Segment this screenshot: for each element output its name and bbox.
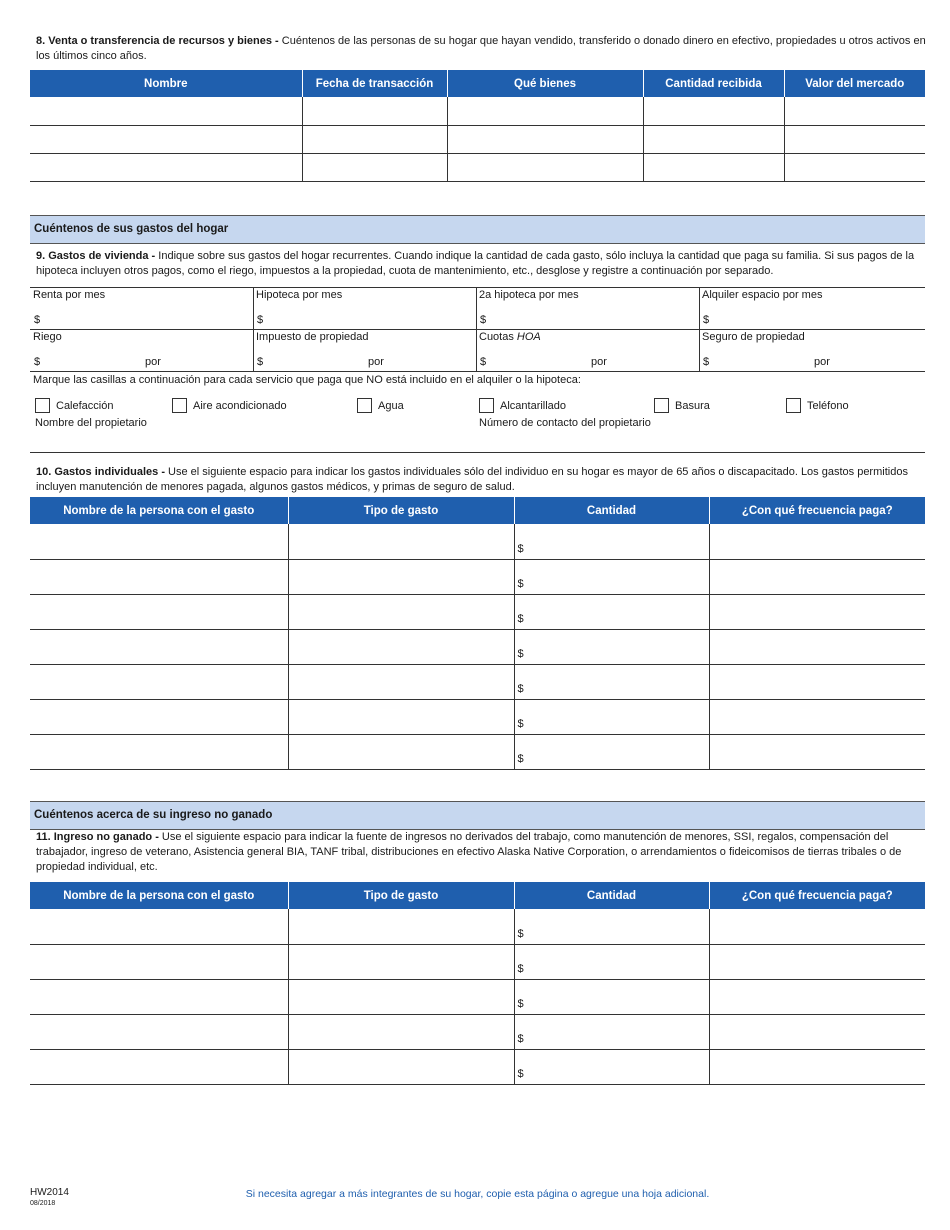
q10-frecuencia-input[interactable] bbox=[709, 734, 925, 769]
currency-symbol: $ bbox=[480, 314, 487, 326]
q10-cantidad-input[interactable] bbox=[514, 524, 709, 559]
riego-field[interactable] bbox=[30, 329, 253, 371]
renta-label: Renta por mes bbox=[33, 289, 106, 301]
seguro-field[interactable] bbox=[699, 329, 925, 371]
per-label: por bbox=[814, 356, 830, 368]
agua-checkbox[interactable] bbox=[357, 398, 404, 413]
q11-frecuencia-input[interactable] bbox=[709, 909, 925, 944]
table-row bbox=[30, 629, 925, 664]
q10-instructions bbox=[36, 465, 926, 495]
q8-instructions bbox=[36, 34, 926, 64]
currency-symbol: $ bbox=[517, 962, 524, 975]
q10-col-cantidad: Cantidad bbox=[514, 497, 709, 524]
q8-fecha-input[interactable] bbox=[302, 153, 447, 181]
q10-col-frecuencia: ¿Con qué frecuencia paga? bbox=[709, 497, 925, 524]
currency-symbol: $ bbox=[257, 314, 264, 326]
hoa-label: HOA bbox=[516, 331, 541, 343]
table-row bbox=[30, 524, 925, 559]
currency-symbol: $ bbox=[517, 997, 524, 1010]
checkbox-box[interactable] bbox=[786, 398, 801, 413]
q11-frecuencia-input[interactable] bbox=[709, 1049, 925, 1084]
q10-cantidad-input[interactable] bbox=[514, 559, 709, 594]
currency-symbol: $ bbox=[517, 1067, 524, 1080]
q10-cantidad-input[interactable] bbox=[514, 629, 709, 664]
currency-symbol: $ bbox=[517, 647, 524, 660]
checkbox-box[interactable] bbox=[35, 398, 50, 413]
expenses-section-title: Cuéntenos de sus gastos del hogar bbox=[34, 223, 229, 235]
q8-cantidad-input[interactable] bbox=[643, 153, 784, 181]
q10-nombre-input[interactable] bbox=[30, 559, 288, 594]
q11-col-nombre: Nombre de la persona con el gasto bbox=[30, 882, 288, 909]
q11-nombre-input[interactable] bbox=[30, 944, 288, 979]
q11-nombre-input[interactable] bbox=[30, 909, 288, 944]
q10-tipo-input[interactable] bbox=[288, 594, 514, 629]
q8-nombre-input[interactable] bbox=[30, 125, 302, 153]
table-row bbox=[30, 125, 925, 153]
q9-text: Indique sobre sus gastos del hogar recurrentes. Cuando indique la cantidad de cada gasto, sólo incluya la cantidad que paga su familia. Si sus pagos de la hipoteca incluyen otros pagos, como el riego, impuestos a la propiedad, cuota de mantenimiento, etc., desglose y registre a continuación por separado. bbox=[36, 250, 915, 277]
table-row bbox=[30, 979, 925, 1014]
impuesto-field[interactable] bbox=[253, 329, 476, 371]
q11-tipo-input[interactable] bbox=[288, 979, 514, 1014]
q11-instructions bbox=[36, 830, 926, 875]
q10-tipo-input[interactable] bbox=[288, 524, 514, 559]
currency-symbol: $ bbox=[480, 356, 487, 368]
per-label: por bbox=[591, 356, 607, 368]
basura-label: Basura bbox=[675, 399, 710, 412]
currency-symbol: $ bbox=[34, 314, 41, 326]
table-row bbox=[30, 664, 925, 699]
currency-symbol: $ bbox=[517, 752, 524, 765]
q10-cantidad-input[interactable] bbox=[514, 699, 709, 734]
currency-symbol: $ bbox=[517, 612, 524, 625]
currency-symbol: $ bbox=[517, 682, 524, 695]
q10-frecuencia-input[interactable] bbox=[709, 699, 925, 734]
hipoteca-label: Hipoteca por mes bbox=[256, 289, 343, 301]
q10-header-row bbox=[30, 497, 925, 524]
q10-col-tipo: Tipo de gasto bbox=[288, 497, 514, 524]
q10-tipo-input[interactable] bbox=[288, 629, 514, 664]
q8-text: Cuéntenos de las personas de su hogar que hayan vendido, transferido o donado dinero en efectivo, propiedades u otros activos en los últimos cinco años. bbox=[36, 35, 926, 62]
currency-symbol: $ bbox=[517, 927, 524, 940]
q9-instructions bbox=[36, 249, 926, 279]
q8-cantidad-input[interactable] bbox=[643, 97, 784, 125]
currency-symbol: $ bbox=[517, 1032, 524, 1045]
q10-nombre-input[interactable] bbox=[30, 734, 288, 769]
seguro-label: Seguro de propiedad bbox=[702, 331, 805, 343]
telefono-checkbox[interactable] bbox=[786, 398, 849, 413]
q11-header-row bbox=[30, 882, 925, 909]
currency-symbol: $ bbox=[703, 356, 710, 368]
q11-tipo-input[interactable] bbox=[288, 1014, 514, 1049]
q11-frecuencia-input[interactable] bbox=[709, 944, 925, 979]
q8-nombre-input[interactable] bbox=[30, 153, 302, 181]
unearned-section-title: Cuéntenos acerca de su ingreso no ganado bbox=[34, 809, 273, 821]
q10-nombre-input[interactable] bbox=[30, 699, 288, 734]
checkbox-prompt: Marque las casillas a continuación para cada servicio que paga que NO está incluido en el alquiler o la hipoteca: bbox=[33, 374, 581, 386]
q8-valor-input[interactable] bbox=[784, 153, 925, 181]
renta-field[interactable] bbox=[30, 287, 253, 329]
q8-cantidad-input[interactable] bbox=[643, 125, 784, 153]
q8-fecha-input[interactable] bbox=[302, 125, 447, 153]
alquiler-espacio-field[interactable] bbox=[699, 287, 925, 329]
table-row bbox=[30, 734, 925, 769]
table-row bbox=[30, 559, 925, 594]
q10-text: Use el siguiente espacio para indicar los gastos individuales sólo del individuo en su hogar es mayor de 65 años o discapacitado. Los gastos permitidos incluyen manutención de menores pagada, algunos gastos médicos, y primas de seguro de salud. bbox=[36, 466, 908, 493]
currency-symbol: $ bbox=[517, 717, 524, 730]
q11-frecuencia-input[interactable] bbox=[709, 979, 925, 1014]
q11-col-tipo: Tipo de gasto bbox=[288, 882, 514, 909]
checkbox-box[interactable] bbox=[357, 398, 372, 413]
q8-col-valor: Valor del mercado bbox=[784, 70, 925, 97]
q11-tipo-input[interactable] bbox=[288, 909, 514, 944]
owner-contact-label: Número de contacto del propietario bbox=[479, 417, 651, 429]
alquiler-espacio-label: Alquiler espacio por mes bbox=[702, 289, 823, 301]
divider bbox=[30, 371, 925, 372]
checkbox-box[interactable] bbox=[479, 398, 494, 413]
telefono-label: Teléfono bbox=[807, 399, 849, 412]
basura-checkbox[interactable] bbox=[654, 398, 710, 413]
q11-nombre-input[interactable] bbox=[30, 1049, 288, 1084]
q10-nombre-input[interactable] bbox=[30, 524, 288, 559]
q8-header-row bbox=[30, 70, 925, 97]
q11-table bbox=[30, 882, 925, 1085]
q10-tipo-input[interactable] bbox=[288, 559, 514, 594]
q10-nombre-input[interactable] bbox=[30, 664, 288, 699]
q11-col-cantidad: Cantidad bbox=[514, 882, 709, 909]
divider bbox=[30, 452, 925, 453]
q10-tipo-input[interactable] bbox=[288, 664, 514, 699]
q10-frecuencia-input[interactable] bbox=[709, 524, 925, 559]
q11-tipo-input[interactable] bbox=[288, 1049, 514, 1084]
alcantarillado-label: Alcantarillado bbox=[500, 399, 567, 412]
segunda-hipoteca-label: 2a hipoteca por mes bbox=[479, 289, 579, 301]
currency-symbol: $ bbox=[34, 356, 41, 368]
q10-cantidad-input[interactable] bbox=[514, 664, 709, 699]
checkbox-box[interactable] bbox=[654, 398, 669, 413]
q10-title: 10. Gastos individuales - bbox=[36, 466, 165, 478]
footer-note: Si necesita agregar a más integrantes de su hogar, copie esta página o agregue una hoja adicional. bbox=[245, 1188, 710, 1200]
segunda-hipoteca-field[interactable] bbox=[476, 287, 699, 329]
owner-contact-field[interactable] bbox=[476, 415, 925, 452]
q10-nombre-input[interactable] bbox=[30, 594, 288, 629]
calefaccion-label: Calefacción bbox=[56, 399, 114, 412]
q11-cantidad-input[interactable] bbox=[514, 979, 709, 1014]
q10-tipo-input[interactable] bbox=[288, 734, 514, 769]
table-row bbox=[30, 97, 925, 125]
per-label: por bbox=[368, 356, 384, 368]
currency-symbol: $ bbox=[703, 314, 710, 326]
q11-nombre-input[interactable] bbox=[30, 1014, 288, 1049]
q10-table bbox=[30, 497, 925, 770]
q11-frecuencia-input[interactable] bbox=[709, 1014, 925, 1049]
table-row bbox=[30, 1049, 925, 1084]
q11-nombre-input[interactable] bbox=[30, 979, 288, 1014]
q8-bienes-input[interactable] bbox=[447, 153, 643, 181]
form-number: HW2014 bbox=[30, 1187, 69, 1198]
currency-symbol: $ bbox=[517, 542, 524, 555]
cuotas-label bbox=[479, 331, 541, 343]
owner-name-label: Nombre del propietario bbox=[35, 417, 147, 429]
q9-title: 9. Gastos de vivienda - bbox=[36, 250, 156, 262]
q8-col-nombre: Nombre bbox=[30, 70, 302, 97]
q10-nombre-input[interactable] bbox=[30, 629, 288, 664]
q8-bienes-input[interactable] bbox=[447, 97, 643, 125]
currency-symbol: $ bbox=[517, 577, 524, 590]
riego-label: Riego bbox=[33, 331, 62, 343]
q10-frecuencia-input[interactable] bbox=[709, 559, 925, 594]
q8-col-cantidad: Cantidad recibida bbox=[643, 70, 784, 97]
q8-col-fecha: Fecha de transacción bbox=[302, 70, 447, 97]
q8-col-bienes: Qué bienes bbox=[447, 70, 643, 97]
q11-cantidad-input[interactable] bbox=[514, 1049, 709, 1084]
q10-tipo-input[interactable] bbox=[288, 699, 514, 734]
calefaccion-checkbox[interactable] bbox=[35, 398, 113, 413]
q11-tipo-input[interactable] bbox=[288, 944, 514, 979]
q8-valor-input[interactable] bbox=[784, 97, 925, 125]
q10-frecuencia-input[interactable] bbox=[709, 664, 925, 699]
form-date: 08/2018 bbox=[30, 1200, 56, 1207]
expenses-section-header bbox=[30, 215, 925, 244]
agua-label: Agua bbox=[378, 399, 404, 412]
q8-table bbox=[30, 70, 925, 182]
q11-cantidad-input[interactable] bbox=[514, 909, 709, 944]
q8-valor-input[interactable] bbox=[784, 125, 925, 153]
aire-checkbox[interactable] bbox=[172, 398, 287, 413]
currency-symbol: $ bbox=[257, 356, 264, 368]
q11-cantidad-input[interactable] bbox=[514, 944, 709, 979]
q11-text: Use el siguiente espacio para indicar la fuente de ingresos no derivados del trabajo, como manutención de menores, SSI, regalos, compensación del trabajador, ingreso de veterano, Asistencia general BIA, TANF tribal, distribuciones en efectivo Alaska Native Corporation, o arrendamientos o fideicomisos de tierras tribales o de propiedad individual, etc. bbox=[36, 831, 902, 873]
q10-col-nombre: Nombre de la persona con el gasto bbox=[30, 497, 288, 524]
q8-nombre-input[interactable] bbox=[30, 97, 302, 125]
table-row bbox=[30, 153, 925, 181]
checkbox-box[interactable] bbox=[172, 398, 187, 413]
cuotas-hoa-field[interactable] bbox=[476, 329, 699, 371]
hipoteca-field[interactable] bbox=[253, 287, 476, 329]
cuotas-label-text: Cuotas bbox=[479, 331, 517, 343]
q11-title: 11. Ingreso no ganado - bbox=[36, 831, 159, 843]
table-row bbox=[30, 909, 925, 944]
q11-col-frecuencia: ¿Con qué frecuencia paga? bbox=[709, 882, 925, 909]
q8-bienes-input[interactable] bbox=[447, 125, 643, 153]
q10-cantidad-input[interactable] bbox=[514, 594, 709, 629]
impuesto-label: Impuesto de propiedad bbox=[256, 331, 369, 343]
table-row bbox=[30, 944, 925, 979]
alcantarillado-checkbox[interactable] bbox=[479, 398, 566, 413]
q10-frecuencia-input[interactable] bbox=[709, 629, 925, 664]
q8-fecha-input[interactable] bbox=[302, 97, 447, 125]
q10-frecuencia-input[interactable] bbox=[709, 594, 925, 629]
q8-title: 8. Venta o transferencia de recursos y bienes - bbox=[36, 35, 279, 47]
per-label: por bbox=[145, 356, 161, 368]
owner-name-field[interactable] bbox=[30, 415, 476, 452]
table-row bbox=[30, 1014, 925, 1049]
table-row bbox=[30, 594, 925, 629]
aire-label: Aire acondicionado bbox=[193, 399, 287, 412]
table-row bbox=[30, 699, 925, 734]
q10-cantidad-input[interactable] bbox=[514, 734, 709, 769]
q11-cantidad-input[interactable] bbox=[514, 1014, 709, 1049]
unearned-section-header bbox=[30, 801, 925, 830]
